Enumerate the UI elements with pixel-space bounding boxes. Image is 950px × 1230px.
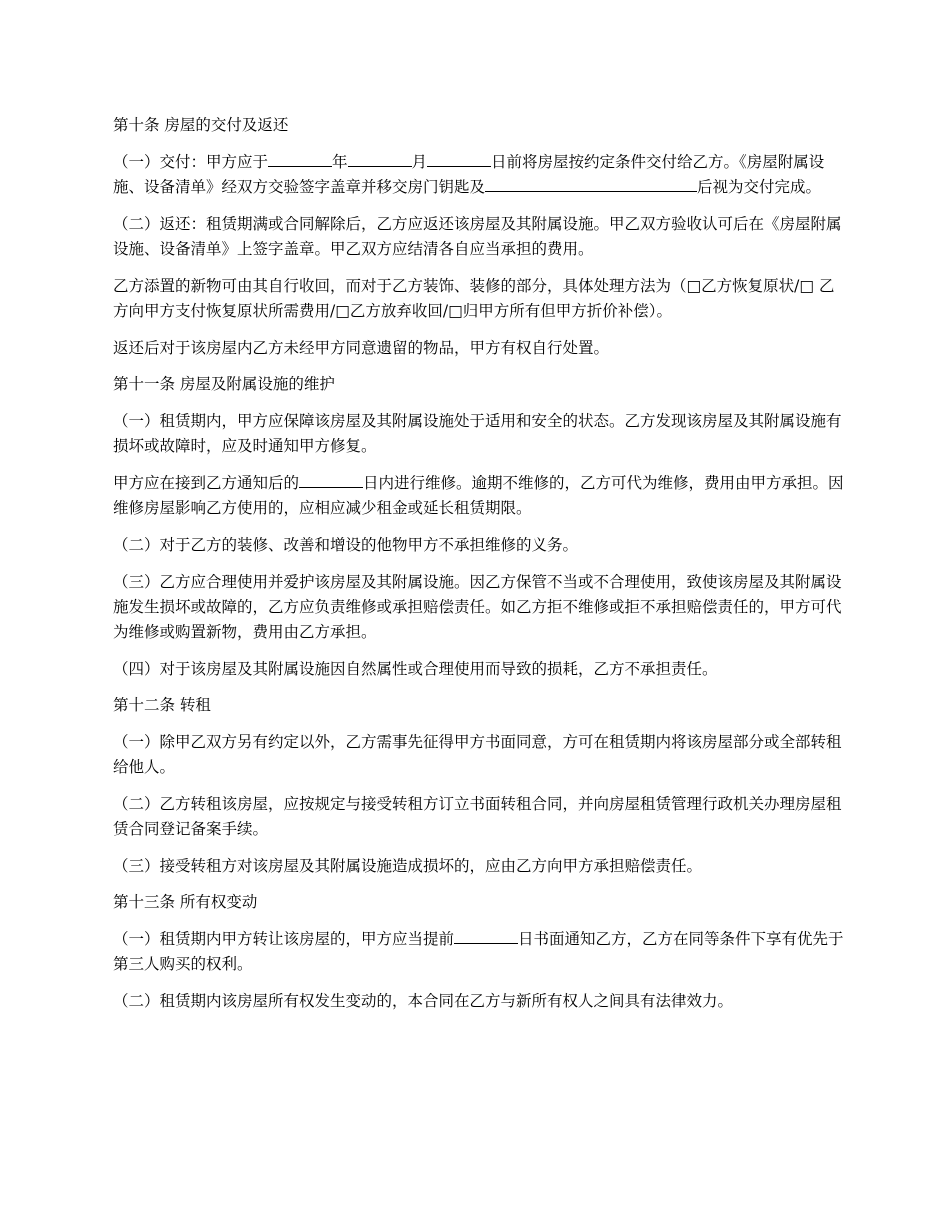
article-11-tenant-care-paragraph: （三）乙方应合理使用并爱护该房屋及其附属设施。因乙方保管不当或不合理使用，致使该房屋及其附属设施发生损坏或故障的，乙方应负责维修或承担赔偿责任。如乙方拒不维修或拒不承担赔偿责任的，甲方可代为维修或购置新物，费用由乙方承担。 [113, 573, 842, 641]
article-11-repair-deadline-paragraph [113, 471, 848, 521]
article-13-ownership-change-paragraph: （二）租赁期内该房屋所有权发生变动的，本合同在乙方与新所有权人之间具有法律效力。 [113, 992, 734, 1010]
article-11-landlord-duty-paragraph: （一）租赁期内，甲方应保障该房屋及其附属设施处于适用和安全的状态。乙方发现该房屋及其附属设施有损坏或故障时，应及时通知甲方修复。 [113, 412, 842, 455]
text-segment: 年 [332, 153, 348, 171]
article-12-sublease-contract-paragraph: （二）乙方转租该房屋，应按规定与接受转租方订立书面转租合同，并向房屋租赁管理行政机关办理房屋租赁合同登记备案手续。 [113, 795, 842, 838]
key-items-blank-continued [653, 175, 697, 192]
text-segment: 甲方应在接到乙方通知后的 [113, 474, 300, 492]
text-segment: 月 [411, 153, 428, 171]
day-blank [427, 150, 491, 167]
text-segment: 后视为交付完成。 [697, 178, 822, 196]
article-10-delivery-paragraph [113, 150, 848, 200]
month-blank [348, 150, 412, 167]
year-blank [268, 150, 332, 167]
text-segment: 日书面通知乙方，乙方在同等条件下享有优先于第三人购买的权利。 [113, 930, 844, 973]
article-11-wear-paragraph: （四）对于该房屋及其附属设施因自然属性或合理使用而导致的损耗，乙方不承担责任。 [113, 660, 718, 678]
article-12-consent-paragraph: （一）除甲乙双方另有约定以外，乙方需事先征得甲方书面同意，方可在租赁期内将该房屋部分或全部转租给他人。 [113, 733, 842, 776]
article-13-preemption-paragraph [113, 927, 848, 977]
text-segment: 日前将房屋按约定条件交付给乙方。《房屋附属设施、设备清单》经双方交验签字盖章并移交房门钥匙及 [113, 153, 825, 196]
text-segment: 日内进行维修。逾期不维修的，乙方可代为维修，费用由甲方承担。因维修房屋影响乙方使用的，应相应减少租金或延长租赁期限。 [113, 474, 844, 517]
article-10-improvements-paragraph: 乙方添置的新物可由其自行收回，而对于乙方装饰、装修的部分，具体处理方法为（□乙方恢复原状/□ 乙方向甲方支付恢复原状所需费用/□乙方放弃收回/□归甲方所有但甲方折价补偿）。 [113, 277, 835, 320]
article-10-return-paragraph: （二）返还：租赁期满或合同解除后，乙方应返还该房屋及其附属设施。甲乙双方验收认可后在《房屋附属设施、设备清单》上签字盖章。甲乙双方应结清各自应当承担的费用。 [113, 215, 842, 258]
article-11-heading: 第十一条 房屋及附属设施的维护 [113, 375, 335, 393]
contract-page [113, 113, 848, 1026]
article-11-tenant-improvements-paragraph: （二）对于乙方的装修、改善和增设的他物甲方不承担维修的义务。 [113, 536, 579, 554]
key-items-blank [485, 175, 653, 192]
notice-days-blank [454, 927, 518, 944]
text-segment: （一）交付：甲方应于 [113, 153, 269, 171]
repair-days-blank [299, 471, 363, 488]
article-10-leftover-items-paragraph: 返还后对于该房屋内乙方未经甲方同意遗留的物品，甲方有权自行处置。 [113, 339, 610, 357]
article-10-heading: 第十条 房屋的交付及返还 [113, 116, 289, 134]
text-segment: （一）租赁期内甲方转让该房屋的，甲方应当提前 [113, 930, 455, 948]
article-12-heading: 第十二条 转租 [113, 696, 211, 714]
article-13-heading: 第十三条 所有权变动 [113, 893, 258, 911]
article-12-liability-paragraph: （三）接受转租方对该房屋及其附属设施造成损坏的，应由乙方向甲方承担赔偿责任。 [113, 857, 703, 875]
